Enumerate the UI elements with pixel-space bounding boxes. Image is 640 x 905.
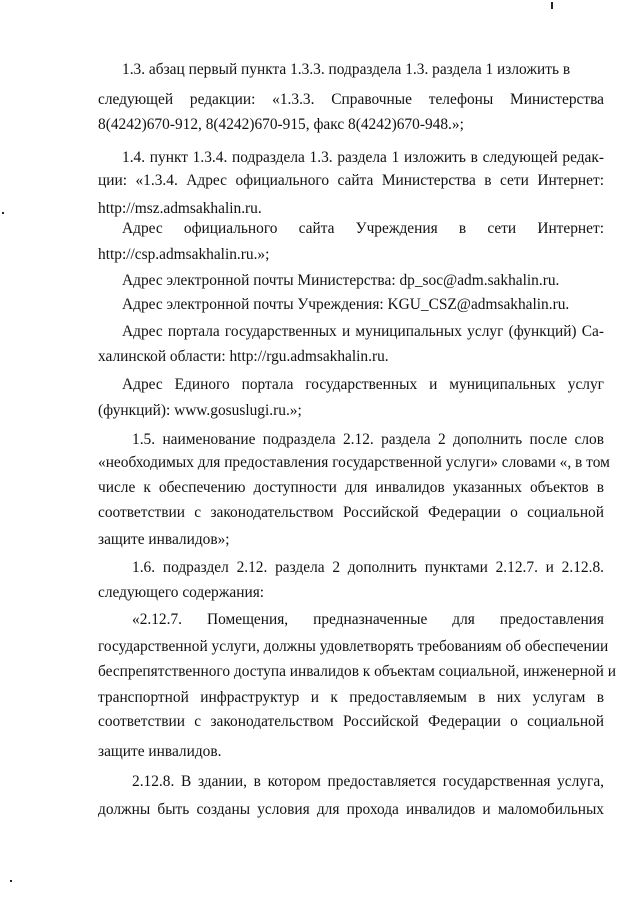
text-line: 1.4. пункт 1.3.4. подраздела 1.3. раздела 1 изложить в следующей редак- <box>122 149 604 166</box>
text-line: 1.5. наименование подраздела 2.12. раздела 2 дополнить после слов <box>132 431 604 448</box>
text-line: защите инвалидов»; <box>98 531 230 548</box>
text-line: транспортной инфраструктур и к предоставляемым в них услугам в <box>98 689 604 706</box>
text-line: 2.12.8. В здании, в котором предоставляется государственная услуга, <box>132 773 604 790</box>
text-line: http://msz.admsakhalin.ru. <box>98 200 262 217</box>
text-line: государственной услуги, должны удовлетворять требованиям об обеспечении <box>98 638 609 655</box>
text-line: числе к обеспечению доступности для инвалидов указанных объектов в <box>98 479 604 496</box>
scan-speck <box>10 880 12 882</box>
text-line: Адрес электронной почты Учреждения: KGU_CSZ@admsakhalin.ru. <box>122 296 570 313</box>
text-line: 1.6. подраздел 2.12. раздела 2 дополнить пунктами 2.12.7. и 2.12.8. <box>132 559 604 576</box>
text-line: http://csp.admsakhalin.ru.»; <box>98 246 270 263</box>
text-line: халинской области: http://rgu.admsakhalin.ru. <box>98 348 389 365</box>
text-line: защите инвалидов. <box>98 743 222 760</box>
text-line: беспрепятственного доступа инвалидов к объектам социальной, инженерной и <box>98 663 616 680</box>
text-line: ции: «1.3.4. Адрес официального сайта Министерства в сети Интернет: <box>98 172 604 189</box>
text-line: Адрес Единого портала государственных и муниципальных услуг <box>122 376 604 393</box>
text-line: «необходимых для предоставления государственной услуги» словами «, в том <box>98 454 610 471</box>
text-line: следующей редакции: «1.3.3. Справочные телефоны Министерства <box>98 91 604 108</box>
text-line: 8(4242)670-912, 8(4242)670-915, факс 8(4242)670-948.»; <box>98 116 464 133</box>
text-line: (функций): www.gosuslugi.ru.»; <box>98 402 302 419</box>
text-line: Адрес электронной почты Министерства: dp_soc@adm.sakhalin.ru. <box>122 272 560 289</box>
text-line: 1.3. абзац первый пункта 1.3.3. подраздела 1.3. раздела 1 изложить в <box>122 61 571 78</box>
text-line: «2.12.7. Помещения, предназначенные для предоставления <box>132 611 604 628</box>
scan-speck <box>551 2 553 9</box>
text-line: Адрес официального сайта Учреждения в сети Интернет: <box>122 220 604 237</box>
text-line: соответствии с законодательством Российской Федерации о социальной <box>98 504 604 521</box>
text-line: соответствии с законодательством Российской Федерации о социальной <box>98 713 604 730</box>
text-line: должны быть созданы условия для прохода инвалидов и маломобильных <box>98 801 604 818</box>
text-line: следующего содержания: <box>98 584 265 601</box>
text-line: Адрес портала государственных и муниципальных услуг (функций) Са- <box>122 323 604 340</box>
scan-speck <box>2 212 4 214</box>
